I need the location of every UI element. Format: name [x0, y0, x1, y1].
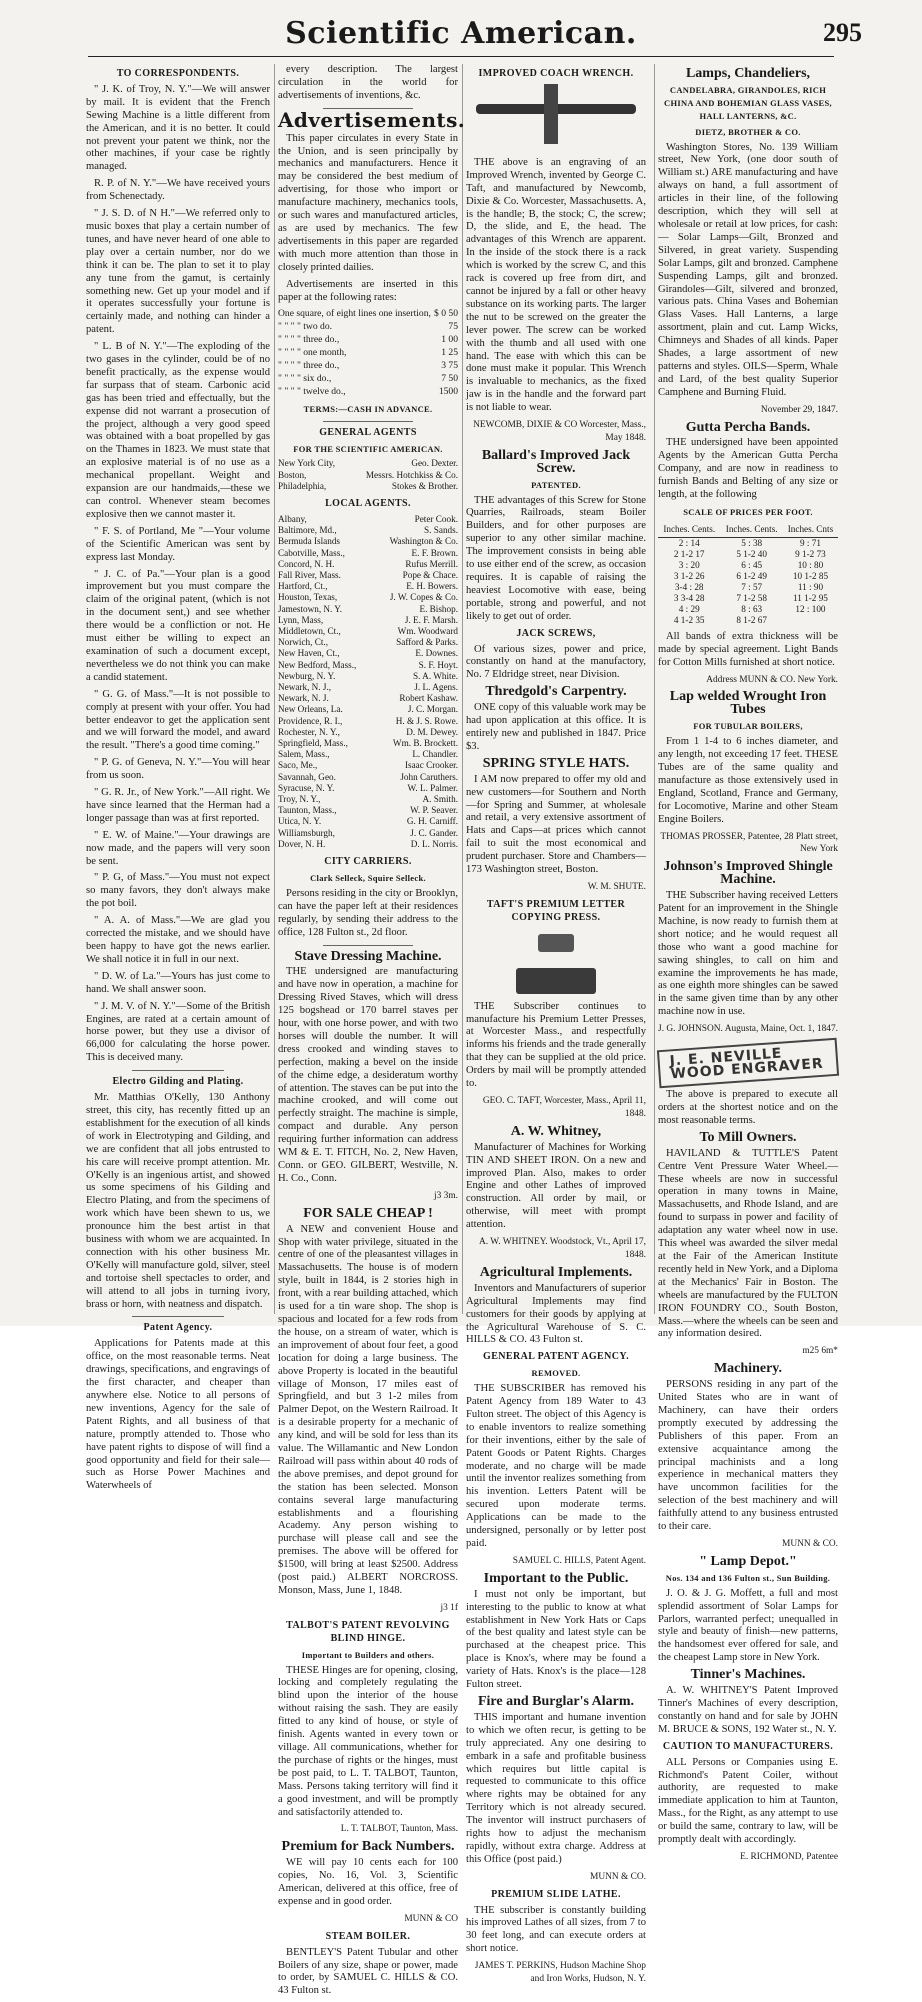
price-cell	[783, 615, 838, 626]
separator	[323, 945, 413, 946]
price-cell: 5 : 38	[741, 537, 763, 548]
price-cell: 5 1-2 40	[736, 548, 767, 559]
lathe-signature: JAMES T. PERKINS, Hudson Machine Shop and Iron Works, Hudson, N. Y.	[474, 1961, 646, 1985]
agent-row	[278, 671, 458, 682]
machinery-signature: MUNN & CO.	[782, 1539, 838, 1549]
patent-agency-heading: Patent Agency.	[143, 1322, 213, 1334]
tubes-signature: THOMAS PROSSER, Patentee, 28 Platt street, New York	[660, 831, 838, 855]
agent-place: Rochester, N. Y.,	[278, 726, 340, 737]
agent-place: Lynn, Mass,	[278, 614, 324, 625]
fire-alarm-text: THIS important and humane invention to which we often recur, is getting to be truly appreciated. Any one desiring to embark in a safe and profitable business which requires but little capital is requested to communicate to this office where rights may be obtained for any Territory which is not already secured. The inventor will instruct purchasers of rights how to adjust the mechanism rapidly, without extra charge. Address at this Office (post paid.)	[466, 1711, 646, 1865]
lamps-text: Washington Stores, No. 139 William street, New York, (one door south of William st.) ARE manufacturing and have always on hand, a full assortment of articles in their line, of the following description, which they will sell at wholesale or retail at low prices, for cash:— Solar Lamps—Gilt, Bronzed and Silvered, in great variety. Suspending Solar Lamps, gilt and bronzed. Camphene Suspending Lamps, gilt and bronzed. Girandoles—Gilt, silvered and bronzed, various pats. China Vases and Bohemian Glass Vases. Hall Lanterns, a large assortment, plain and cut. Lamp Wicks, Chimneys and Shades of all kinds. Paper Shades, a large assortment of new patterns and styles. OILS—Sperm, Whale and Lard, of the best quality Superior Camphene and Burning Fluid.	[658, 141, 838, 398]
agent-place: Savannah, Geo.	[278, 771, 336, 782]
rate-row	[278, 334, 458, 347]
advertisements-heading: Advertisements.	[278, 107, 466, 132]
agent-place: Cabotville, Mass.,	[278, 547, 345, 558]
taft-heading: TAFT'S PREMIUM LETTER COPYING PRESS.	[486, 898, 626, 923]
general-agents-subheading: FOR THE SCIENTIFIC AMERICAN.	[293, 443, 443, 454]
column-3	[466, 64, 646, 1991]
tinner-heading: Tinner's Machines.	[690, 1667, 806, 1683]
wrench-jaw	[544, 84, 558, 144]
forsale-heading: FOR SALE CHEAP !	[303, 1205, 433, 1221]
premium-heading: Premium for Back Numbers.	[281, 1839, 455, 1855]
boiler-heading: STEAM BOILER.	[325, 1930, 411, 1942]
ballard-text: THE advantages of this Screw for Stone Quarries, Railroads, steam Boiler Builders, and for other purposes are superior to any other similar machine. The improvement consists in being able to use either end of the screw, as occasion requires. It is capable of raising the heaviest Locomotive with ease, being portable, strong and powerful, and not likely to get out of order.	[466, 494, 646, 622]
agent-row	[278, 525, 458, 536]
agent-place: Springfield, Mass.,	[278, 738, 348, 749]
price-row	[658, 593, 838, 604]
agent-name: J. W. Copes & Co.	[389, 592, 458, 603]
wrench-signature: NEWCOMB, DIXIE & CO Worcester, Mass., May 1848.	[473, 420, 646, 443]
agent-place: Baltimore, Md.,	[278, 525, 337, 536]
agent-name: Wm. B. Brockett.	[392, 738, 458, 749]
public-heading: Important to the Public.	[483, 1570, 629, 1586]
talbot-heading: TALBOT'S PATENT REVOLVING BLIND HINGE.	[286, 1619, 450, 1644]
agent-row	[278, 514, 458, 525]
gutta-note: All bands of extra thickness will be made by special agreement. Light Bands for Cotton Mills furnished at short notice.	[658, 630, 838, 668]
wrench-engraving	[466, 84, 646, 154]
rate-row	[278, 347, 458, 360]
agent-place: Newburg, N. Y.	[278, 670, 336, 681]
correspondent-reply: " L. B of N. Y."—The exploding of the two gases in the cylinder, could be of no benefit practically, as the expense would far surpass that of steam. Carbonic acid gas has been tried and effectually, but the expense did not warrant a prosecution of the project, although a very good speed was obtained with a boat propelled by gas on the Thames in 1823. We must state that an explosive material is of no use as a mechanical propellant. Weight and expansion are our handmaids,—these we can control. Whenever steam becomes explosive then we cannot master it.	[86, 341, 270, 520]
agent-place: Newark, N. J.,	[278, 682, 332, 693]
press-engraving	[466, 928, 646, 998]
agent-place: Boston,	[278, 469, 307, 480]
agent-row	[278, 615, 458, 626]
premium-text: WE will pay 10 cents each for 100 copies, No. 16, Vol. 3, Scientific American, delivered at this office, free of expense and in good order.	[278, 1857, 458, 1907]
caution-signature: E. RICHMOND, Patentee	[740, 1851, 838, 1862]
rate-row	[278, 386, 458, 399]
advertising-intro: every description. The largest circulation in the world for advertisements of inventions, &c.	[278, 64, 458, 101]
price-cell: 2 1-2 17	[673, 548, 705, 559]
agent-name: Messrs. Hotchkiss & Co.	[365, 469, 458, 480]
agent-row	[278, 637, 458, 648]
correspondent-reply: " F. S. of Portland, Me "—Your volume of the Scientific American was sent by express last Monday.	[86, 525, 270, 563]
agent-row	[278, 772, 458, 783]
agent-name: L. Chandler.	[412, 749, 458, 760]
forsale-date: j3 1f	[440, 1602, 458, 1613]
agent-place: Hartford, Ct.,	[278, 581, 328, 592]
page-number: 295	[823, 18, 862, 47]
electro-text: Mr. Matthias O'Kelly, 130 Anthony street, this city, has recently fitted up an establishment for the execution of all kinds of work in Electrotyping and Gilding, and we are confident that all jobs entrusted to his care will receive prompt attention. Mr. O'Kelly is an ingenious artist, and showed us some specimens of his Gilding and Electro Plating, and from the specimens of work which have been shewn to us, we pronounce him the best artist in that business with whom we are acquainted. In connection with his other business Mr. O'Kelly will manufacture gold, silver, steel and tortoise shell spectacles to order, and will attend to all jobs in turning ivory, brass or horn, with neatness and dispatch.	[86, 1092, 270, 1310]
rate-price: 3 75	[441, 360, 458, 372]
whitney-signature: A. W. WHITNEY. Woodstock, Vt., April 17, 1848.	[478, 1237, 646, 1260]
tubes-subheading: FOR TUBULAR BOILERS,	[693, 721, 803, 732]
agent-name: W. P. Seaver.	[410, 805, 458, 816]
city-carriers-note: Persons residing in the city or Brooklyn, can have the paper left at their residences regularly, by sending their address to the office, 128 Fulton st., 2d floor.	[278, 887, 458, 938]
agent-name: G. H. Carniff.	[406, 816, 458, 827]
agent-row	[278, 805, 458, 816]
agent-name: Rufus Merrill.	[405, 558, 458, 569]
agent-place: Dover, N. H.	[278, 838, 326, 849]
boiler-text: BENTLEY'S Patent Tubular and other Boilers of any size, shape or power, made to order, by SAMUEL C. HILLS & CO. 43 Fulton st.	[278, 1946, 458, 1997]
local-agents-list	[278, 514, 458, 850]
lamps-date: November 29, 1847.	[760, 404, 838, 415]
jack-screws-heading: JACK SCREWS,	[516, 627, 596, 639]
agent-name: Pope & Chace.	[402, 570, 458, 580]
price-row	[658, 549, 838, 560]
press-base	[516, 968, 596, 994]
whitney-text: Manufacturer of Machines for Working TIN AND SHEET IRON. On a new and improved Plan. Also, makes to order Engine and other Lathes of improved construction. All order by mail, or otherwise, will meet with prompt attention.	[466, 1141, 646, 1231]
price-cell: 12 : 100	[795, 603, 826, 614]
agent-name: J. C. Gander.	[410, 827, 458, 838]
price-cell: 4 1-2 35	[673, 614, 705, 625]
column-4	[658, 64, 838, 1869]
agent-row	[278, 760, 458, 771]
stave-text: THE undersigned are manufacturing and have now in operation, a machine for Dressing Rived Staves, which will dress 125 bogshead or 170 barrel staves per hour, with one horse power, and with two horses will double the number. It will dress crooked and winding staves to perfection, making a bevel on the inside of the chime edge, a desideratum worthy of attention. The staves can be put into the machine crooked, and will come out perfectly straight. The machine is simple, compact and durable. Any person requiring further information can address WM & E. T. FITCH, No. 2, New Haven, Conn. or GEO. GILBERT, Westville, N. H. Co., Conn.	[278, 966, 458, 1184]
lamp-depot-subheading: Nos. 134 and 136 Fulton st., Sun Building.	[665, 1572, 831, 1583]
whitney-heading: A. W. Whitney,	[510, 1123, 602, 1139]
fire-alarm-signature: MUNN & CO.	[590, 1871, 646, 1882]
agent-place: Houston, Texas,	[278, 592, 338, 603]
fire-alarm-heading: Fire and Burglar's Alarm.	[477, 1693, 635, 1709]
separator	[132, 1070, 224, 1071]
agent-place: New Haven, Ct.,	[278, 648, 340, 659]
agent-name: E. H. Bowers.	[406, 581, 458, 592]
agent-place: Middletown, Ct.,	[278, 626, 341, 637]
agent-place: Philadelphia,	[278, 480, 327, 491]
price-cell: 4 : 29	[678, 603, 700, 614]
engraver-text: The above is prepared to execute all orders at the shortest notice and on the most reasonable terms.	[658, 1089, 838, 1126]
tinner-text: A. W. WHITNEY'S Patent Improved Tinner's Machines of every description, constantly on hand and for sale by JOHN M. BRUCE & SONS, 192 Water st., N. Y.	[658, 1685, 838, 1735]
forsale-text: A NEW and convenient House and Shop with water privilege, situated in the centre of one of the pleasantest villages in Massachusetts. The house is of modern style, built in 1844, is 2 stories high in front, with a rear building attached, which is used for a tin ware shop. The shop is spacious and located for a few rods from the house, on a stream of water, which is an improvement of about four feet, a good location for doing a large business. The above Property is located in the beautiful village of Monson, 17 miles east of Springfield, and but 3 1-2 miles from Palmer Depot, on the Western Railroad. It is a desirable property for a mechanic of any kind, and will be sold for less than its value. The Willamantic and New London Railroad will pass within about 40 rods of the above premises, and depot ground for the station has been selected. Monson contains several large manufacturing establishments and a flourishing Academy. Any person wishing to purchase will please call and see the premises. The above will be offered for $1500, will bring at least $2500. Address (post paid.) ALBERT NORCROSS. Monson, Mass, June 1, 1848.	[278, 1223, 458, 1597]
agent-row	[278, 727, 458, 738]
agent-row	[278, 470, 458, 481]
price-cell: 7 : 57	[741, 581, 763, 592]
agent-name: J. L. Agens.	[414, 682, 458, 693]
column-2	[278, 64, 466, 2002]
column-divider	[654, 64, 655, 1314]
agent-place: Salem, Mass.,	[278, 749, 330, 760]
agent-name: Geo. Dexter.	[411, 458, 458, 469]
stave-heading: Stave Dressing Machine.	[294, 948, 442, 964]
correspondent-reply: " D. W. of La."—Yours has just come to hand. We shall answer soon.	[86, 970, 270, 995]
lathe-text: THE subscriber is constantly building his improved Lathes of all sizes, from 7 to 30 feet long, and can execute orders at short notice.	[466, 1904, 646, 1955]
price-column-header: Inches. Cnts	[783, 522, 838, 537]
agent-row	[278, 458, 458, 469]
agent-place: Norwich, Ct.,	[278, 637, 329, 648]
agent-name: S. F. Hoyt.	[418, 659, 458, 670]
gpa-signature: SAMUEL C. HILLS, Patent Agent.	[512, 1555, 646, 1566]
agent-row	[278, 648, 458, 659]
lamps-heading: Lamps, Chandeliers,	[685, 66, 811, 81]
gutta-signature: Address MUNN & CO. New York.	[706, 674, 838, 685]
rate-price: 7 50	[441, 372, 458, 384]
rate-price: 1 25	[441, 347, 458, 359]
agent-row	[278, 783, 458, 794]
agent-row	[278, 749, 458, 760]
correspondent-reply: " J. C. of Pa."—Your plan is a good improvement but you must compare the claim of the original patent, (which is not in the document sent,) and see whether there would be a confliction or not. He must either be willing to expect an examination of such a document except, nevertheless we do not think you can make a candid statement.	[86, 568, 270, 683]
agent-row	[278, 626, 458, 637]
rates-table	[278, 308, 458, 398]
agent-place: Syracuse, N. Y.	[278, 782, 335, 793]
price-cell: 10 1-2 85	[792, 570, 829, 581]
tubes-text: From 1 1-4 to 6 inches diameter, and any length, not exceeding 17 feet. THESE Tubes are of the same quality and manufacture as those extensively used in England, Scotland, France and Germany, for Locomotive, Marine and other Steam Engine Boilers.	[658, 736, 838, 825]
column-divider	[462, 64, 463, 1314]
agent-place: Troy, N. Y.,	[278, 794, 321, 805]
agent-name: Isaac Crooker.	[404, 760, 458, 771]
price-cell: 3 1-2 26	[673, 570, 705, 581]
gutta-price-table	[658, 522, 838, 626]
patent-agency-text: Applications for Patents made at this office, on the most reasonable terms. Neat drawings, specifications, and engravings of the first character, and cheaper than anywhere else. Notice to all persons of new inventions, Agency for the sale of Patent Rights, and all business of that nature, promptly attended to. Those who have patent rights to dispose of will find a good opportunity and field for their sale—such as Horse Power Machines and Waterwheels of	[86, 1338, 270, 1492]
talbot-text: THESE Hinges are for opening, closing, locking and completely regulating the blind upon the interior of the house without raising the sash. They are easily fitted to any kind of house, or style of finish. Agents wanted in every town or village. All communications, whether for the purchase of rights or the hinges, must be post paid, to L. T. TALBOT, Taunton, Mass. Persons taking territory will find it a good investment, and will be promptly and satisfactorily attended to.	[278, 1664, 458, 1818]
lamps-subheading: CANDELABRA, GIRANDOLES, RICH CHINA AND BOHEMIAN GLASS VASES, HALL LANTERNS, &C.	[664, 84, 832, 121]
agent-place: New Bedford, Mass.,	[278, 659, 357, 670]
column-divider	[274, 64, 275, 1314]
agent-place: New York City,	[278, 458, 336, 469]
agent-place: Jamestown, N. Y.	[278, 603, 343, 614]
agent-name: S. Sands.	[424, 525, 458, 536]
masthead-rule	[88, 56, 834, 57]
agent-name: A. Smith.	[422, 794, 458, 805]
agent-place: Williamsburgh,	[278, 827, 335, 838]
spring-hats-signature: W. M. SHUTE.	[587, 881, 646, 892]
agent-row	[278, 660, 458, 671]
gpa-heading: GENERAL PATENT AGENCY.	[483, 1351, 629, 1363]
agent-row	[278, 536, 458, 547]
tubes-heading: Lap welded Wrought Iron Tubes	[669, 689, 827, 718]
rate-label: One square, of eight lines one insertion,	[278, 308, 431, 320]
agent-place: Newark, N. J.	[278, 693, 329, 704]
caution-heading: CAUTION TO MANUFACTURERS.	[662, 1740, 834, 1752]
masthead	[60, 16, 862, 52]
city-carriers-heading: CITY CARRIERS.	[324, 856, 412, 868]
agent-name: Washington & Co.	[389, 536, 458, 547]
agent-row	[278, 481, 458, 492]
rate-row	[278, 373, 458, 386]
rate-label: " " " " twelve do.,	[278, 385, 346, 397]
rate-label: " " " " three do.,	[278, 360, 340, 372]
rate-price: $ 0 50	[434, 308, 458, 320]
taft-text: THE Subscriber continues to manufacture his Premium Letter Presses, at Worcester Mass., and respectfully informs his friends and the trade generally that they can be supplied at the old price. Orders by mail will be promptly attended to.	[466, 1000, 646, 1090]
agent-name: H. & J. S. Rowe.	[395, 715, 458, 726]
masthead-title: Scientific American.	[285, 16, 637, 51]
price-cell: 6 : 45	[741, 559, 763, 570]
ballard-heading: Ballard's Improved Jack Screw.	[481, 447, 631, 476]
agent-row	[278, 581, 458, 592]
price-cell: 3 3-4 28	[673, 592, 705, 603]
lathe-heading: PREMIUM SLIDE LATHE.	[491, 1888, 621, 1900]
price-row	[658, 560, 838, 571]
gutta-scale: SCALE OF PRICES PER FOOT.	[683, 507, 813, 517]
price-cell: 6 1-2 49	[736, 570, 767, 581]
price-cell: 11 : 90	[797, 581, 824, 592]
correspondents-heading: TO CORRESPONDENTS.	[116, 68, 240, 79]
agricultural-text: Inventors and Manufacturers of superior Agricultural Implements may find customers for their goods by applying at the Agricultural Warehouse of S. C. HILLS & CO. 43 Fulton st.	[466, 1282, 646, 1346]
correspondent-reply: " J. K. of Troy, N. Y."—We will answer by mail. It is evident that the French Sewing Machine is a little different from the American, and it is no better. It could not prevent your patent we think, nor the other machines, if your case be rightly managed.	[86, 83, 270, 173]
agent-row	[278, 570, 458, 581]
shingle-heading: Johnson's Improved Shingle Machine.	[663, 859, 833, 888]
price-row	[658, 582, 838, 593]
agent-name: John Caruthers.	[400, 771, 458, 782]
agent-row	[278, 794, 458, 805]
agent-place: Taunton, Mass.,	[278, 805, 337, 816]
correspondents-list	[86, 84, 270, 1065]
jack-screws-text: Of various sizes, power and price, constantly on hand at the manufactory, No. 7 Eldridge street, near Division.	[466, 643, 646, 681]
press-top	[538, 934, 574, 952]
rate-label: " " " " one month,	[278, 347, 347, 359]
agent-name: D. M. Dewey.	[406, 726, 458, 737]
correspondent-reply: " J. M. V. of N. Y."—Some of the British Engines, are rated at a certain amount of horse power, but they use a divisor of 66,000 for calculating the horse power. This is deceived many.	[86, 1000, 270, 1064]
advertising-text: This paper circulates in every State in the Union, and is seen principally by mechanics and manufacturers. Hence it may be considered the best medium of advertising, for those who import or manufacture machinery, mechanics tools, or such wares and manufactured articles, as are used by mechanics. The few advertisements in this paper are regarded with much more attention than those in closely printed dailies.	[278, 132, 458, 273]
agent-name: S. A. White.	[412, 670, 458, 681]
taft-signature: GEO. C. TAFT, Worcester, Mass., April 11, 1848.	[482, 1096, 646, 1119]
rate-price: 75	[448, 321, 458, 333]
general-agents-heading: GENERAL AGENTS	[319, 426, 417, 438]
gutta-text: THE undersigned have been appointed Agents by the American Gutta Percha Company, and are now in readiness to furnish Bands and Belting of any size or length, at the following	[658, 437, 838, 501]
rate-label: " " " " three do.,	[278, 334, 340, 346]
shingle-text: THE Subscriber having received Letters Patent for an improvement in the Shingle Machine, is now ready to furnish them at short notice; and he would request all those who want a good machine for sawing shingles, to call on him and examine the improvements he has made, as one eighth more shingles can be sawed in the same given time than by any other machine now in use.	[658, 890, 838, 1018]
rate-row	[278, 360, 458, 373]
rate-price: 1500	[438, 385, 458, 397]
price-cell: 3 : 20	[678, 559, 700, 570]
wood-engraver-stamp-text: J. E. NEVILLE WOOD ENGRAVER	[657, 1038, 839, 1088]
agent-row	[278, 592, 458, 603]
terms: TERMS:—CASH IN ADVANCE.	[303, 403, 433, 414]
talbot-subheading: Important to Builders and others.	[301, 1649, 435, 1660]
mill-owners-text: HAVILAND & TUTTLE'S Patent Centre Vent Pressure Water Wheel.—These wheels are now in successful operation in many towns in Maine, Massachusetts, and Rhode Island, and are found to surpass in power and facility of adaptation any water wheel now in use. This wheel was awarded the silver medal at the Fair of the American Institute recently held in New York, and a Diploma at the Mechanics' Fair in Boston. The wheels are manufactured by the FULTON IRON FOUNDRY CO., South Boston, Mass.—where the wheels can be seen and any information desired.	[658, 1147, 838, 1340]
agent-row	[278, 604, 458, 615]
stave-date: j3 3m.	[434, 1190, 458, 1201]
correspondent-reply: " G. G. of Mass."—It is not possible to comply at present with your offer. You had better endeavor to get the application sent and we will forward the model, and award the result. "There's a good time coming."	[86, 688, 270, 752]
price-row	[658, 571, 838, 582]
price-column-header: Inches. Cents.	[720, 522, 782, 537]
price-cell: 2 : 14	[678, 537, 700, 548]
machinery-text: PERSONS residing in any part of the United States who are in want of Machinery, can have their orders promptly executed by addressing the Publishers of this paper. From an extensive acquaintance among the principal machinists and a long experience in mechanical matters they have uncommon facilities for the selection of the best machinery and will faithfully attend to any business entrusted to their care.	[658, 1379, 838, 1533]
agent-name: W. L. Palmer.	[407, 782, 458, 793]
price-cell: 8 1-2 67	[736, 614, 767, 625]
agent-name: E. F. Brown.	[411, 547, 458, 558]
rate-row	[278, 321, 458, 334]
correspondent-reply: " G. R. Jr., of New York."—All right. We have since learned that the Herman had a longer passage than was at first reported.	[86, 787, 270, 824]
agent-place: Bermuda Islands	[278, 536, 341, 547]
column-1	[86, 64, 270, 1497]
agent-row	[278, 839, 458, 850]
agent-row	[278, 559, 458, 570]
agent-place: New Orleans, La.	[278, 704, 343, 715]
separator	[132, 1316, 224, 1317]
price-row	[658, 537, 838, 549]
local-agents-heading: LOCAL AGENTS.	[325, 498, 411, 510]
wrench-heading: IMPROVED COACH WRENCH.	[478, 68, 634, 79]
agent-row	[278, 828, 458, 839]
correspondent-reply: " P. G. of Geneva, N. Y."—You will hear from us soon.	[86, 757, 270, 782]
price-cell: 8 : 63	[741, 603, 763, 614]
agricultural-heading: Agricultural Implements.	[479, 1264, 633, 1280]
rate-label: " " " " two do.	[278, 321, 333, 333]
separator	[323, 421, 413, 422]
agent-name: J. C. Morgan.	[407, 704, 458, 715]
price-row	[658, 604, 838, 615]
agent-name: E. Downes.	[415, 648, 458, 659]
electro-heading: Electro Gilding and Plating.	[112, 1076, 244, 1088]
public-text: I must not only be important, but interesting to the public to know at what establishment in New York Hats or Caps of the best quality and latest style can be purchased at the cheapest price. This place is Knox's, where may be found a variety of Hats. Knox's is the place—128 Fulton street.	[466, 1588, 646, 1691]
price-cell: 10 : 80	[797, 559, 824, 570]
correspondent-reply: " J. S. D. of N H."—We referred only to music boxes that play a certain number of tunes, and have never heard of one able to play over a certain number, nor do we think it can be. The plan to set it to play any tune from the gamut, is certainly something new. Get up your model and if it operates successfully your fortune is certainly made, and nothing can hinder a patent.	[86, 208, 270, 336]
premium-signature: MUNN & CO	[404, 1913, 458, 1924]
price-cell: 3-4 : 28	[674, 581, 704, 592]
rate-price: 1 00	[441, 334, 458, 346]
caution-text: ALL Persons or Companies using E. Richmond's Patent Coiler, without authority, are requested to make immediate application to him at Taunton, Mass., for the Right, as any attempt to use or build the same, contrary to law, will be promptly dealt with accordingly.	[658, 1756, 838, 1846]
general-agents-list	[278, 458, 458, 492]
correspondent-reply: R. P. of N. Y."—We have received yours from Schenectady.	[86, 178, 270, 203]
advertising-rates-intro: Advertisements are inserted in this paper at the following rates:	[278, 278, 458, 303]
lamp-depot-heading: " Lamp Depot."	[699, 1553, 797, 1569]
city-carriers: Clark Selleck, Squire Selleck.	[310, 872, 426, 883]
price-column-header: Inches. Cents.	[658, 522, 720, 537]
agent-name: E. Bishop.	[419, 603, 458, 614]
shingle-signature: J. G. JOHNSON. Augusta, Maine, Oct. 1, 1847.	[658, 1024, 838, 1035]
gutta-heading: Gutta Percha Bands.	[685, 419, 811, 435]
agent-place: Albany,	[278, 513, 307, 524]
correspondent-reply: " A. A. of Mass."—We are glad you corrected the mistake, and we should have been happy to have got the news earlier. We shall notice it in full in our next.	[86, 915, 270, 965]
agent-name: Stokes & Brother.	[391, 480, 458, 491]
agent-name: Robert Kashaw.	[399, 693, 458, 704]
lamps-firm: DIETZ, BROTHER & CO.	[695, 126, 801, 137]
price-cell: 7 1-2 58	[736, 592, 767, 603]
talbot-signature: L. T. TALBOT, Taunton, Mass.	[340, 1824, 458, 1835]
agent-row	[278, 738, 458, 749]
thredgold-text: ONE copy of this valuable work may be had upon application at this office. It is entirely new and published in 1847. Price $3.	[466, 702, 646, 752]
agent-row	[278, 816, 458, 827]
rate-label: " " " " six do.,	[278, 372, 332, 384]
agent-row	[278, 704, 458, 715]
correspondent-reply: " E. W. of Maine."—Your drawings are now made, and the papers will very soon be sent.	[86, 829, 270, 867]
agent-name: Wm. Woodward	[397, 626, 458, 637]
ballard-subheading: PATENTED.	[531, 479, 581, 490]
agent-place: Utica, N. Y.	[278, 816, 322, 827]
wood-engraver-stamp	[658, 1041, 838, 1085]
agent-row	[278, 693, 458, 704]
agent-row	[278, 716, 458, 727]
agent-name: J. E. F. Marsh.	[404, 614, 458, 625]
agent-name: D. L. Norris.	[410, 838, 458, 849]
agent-name: Safford & Parks.	[396, 637, 458, 648]
gpa-subheading: REMOVED.	[531, 1368, 581, 1379]
price-cell: 9 1-2 73	[795, 548, 826, 559]
rate-row	[278, 308, 458, 321]
agent-place: Providence, R. I.,	[278, 715, 343, 726]
agent-place: Fall River, Mass.	[278, 570, 341, 580]
agent-row	[278, 548, 458, 559]
thredgold-heading: Thredgold's Carpentry.	[485, 684, 627, 700]
spring-hats-text: I AM now prepared to offer my old and new customers—for Southern and North—for Spring and Summer, at wholesale and retail, a very extensive assortment of Hats and Caps—at prices which cannot fail to suit the most economical and prudent purchaser. Store and Chambers—173 Washington street, Boston.	[466, 773, 646, 876]
price-cell: 9 : 71	[799, 537, 821, 548]
agent-place: Concord, N. H.	[278, 558, 335, 569]
mill-owners-heading: To Mill Owners.	[699, 1129, 797, 1145]
agent-place: Saco, Me.,	[278, 760, 318, 771]
agent-row	[278, 682, 458, 693]
wrench-text: THE above is an engraving of an Improved Wrench, invented by George C. Taft, and manufactured by Newcomb, Dixie & Co. Worcester, Massachusetts. A, is the handle; B, the stock; C, the screw; D, the slide, and E, the head. The advantages of this Wrench are apparent. In the inside of the stock there is a rack which is worked by the screw C, and this rack is covered up free from dirt, and cannot be injured by a fall or other heavy substance on its working parts. The larger the nut to be screwed on the greater the lever power. The screw can be worked with the thumb and all used with one hand. The ease with which this can be done must make it popular. This Wrench is invaluable to mechanics, as the fixed jaw is in the handle and the forward part is not liable to wear.	[466, 156, 646, 414]
price-row	[658, 615, 838, 626]
price-cell: 11 1-2 95	[793, 592, 828, 603]
mill-owners-signature: m25 6m*	[802, 1346, 838, 1357]
agent-name: Peter Cook.	[414, 513, 458, 524]
lamp-depot-text: J. O. & J. G. Moffett, a full and most splendid assortment of Solar Lamps for Parlors, warranted perfect; unequalled in style and beauty of finish—new patterns, the handsomest ever offered for sale, and the cheapest Lamp store in New York.	[658, 1587, 838, 1664]
correspondent-reply: " P. G, of Mass."—You must not expect so many favors, they don't always make the pot boil.	[86, 872, 270, 910]
gpa-text: THE SUBSCRIBER has removed his Patent Agency from 189 Water to 43 Fulton street. The object of this Agency is to enable inventors to realize something for their inventions, either by the sale of Patent Goods or Patent Rights. Charges moderate, and no charge will be made until the inventor realizes something from his invention. Letters Patent will be secured upon moderate terms. Applications can be made to the undersigned, personally or by letter post paid.	[466, 1383, 646, 1549]
machinery-heading: Machinery.	[713, 1361, 783, 1377]
spring-hats-heading: SPRING STYLE HATS.	[482, 755, 630, 771]
